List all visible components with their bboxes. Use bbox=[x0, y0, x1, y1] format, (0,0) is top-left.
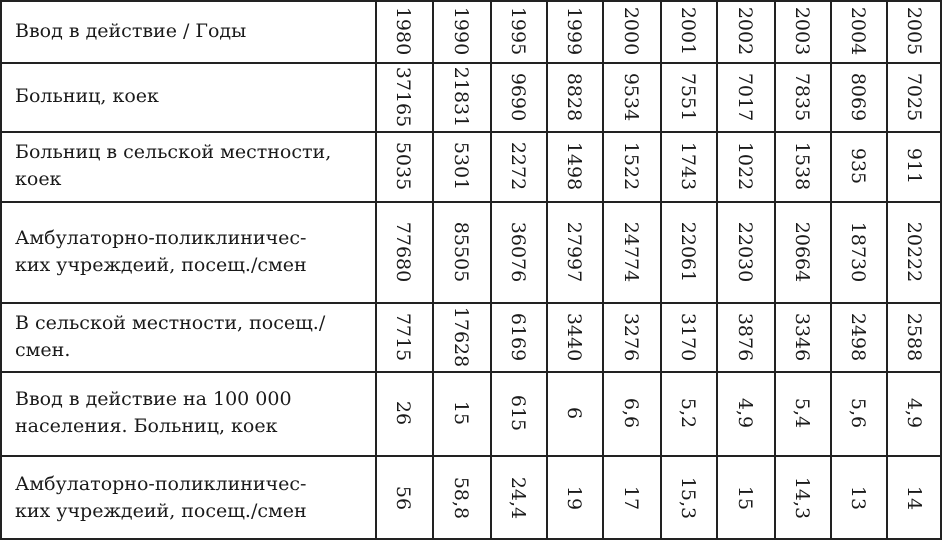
table-cell bbox=[432, 455, 490, 540]
year-header-2001 bbox=[660, 0, 716, 62]
table-cell bbox=[602, 455, 660, 540]
column-divider bbox=[716, 0, 718, 540]
table-cell bbox=[886, 371, 942, 455]
cell-value: 27997 bbox=[563, 221, 586, 282]
cell-value: 3170 bbox=[676, 312, 699, 361]
cell-value: 9690 bbox=[506, 72, 529, 121]
cell-value: 4,9 bbox=[734, 397, 756, 429]
cell-value: 15 bbox=[734, 485, 756, 510]
cell-value: 21831 bbox=[450, 66, 473, 127]
year-label: 2004 bbox=[846, 6, 869, 56]
cell-value: 26 bbox=[392, 400, 415, 426]
table-cell bbox=[602, 201, 660, 302]
cell-value: 5301 bbox=[449, 141, 472, 191]
year-header-2005 bbox=[886, 0, 942, 62]
table-cell bbox=[774, 302, 830, 371]
cell-value: 3346 bbox=[790, 312, 813, 361]
cell-value: 7835 bbox=[790, 72, 813, 121]
cell-value: 2272 bbox=[506, 141, 529, 191]
table-cell bbox=[660, 62, 716, 131]
table-cell bbox=[602, 371, 660, 455]
cell-value: 17628 bbox=[450, 306, 473, 367]
table-cell bbox=[602, 62, 660, 131]
row-divider bbox=[0, 201, 942, 203]
table-cell bbox=[546, 302, 602, 371]
cell-value: 1498 bbox=[562, 141, 585, 191]
table-cell bbox=[490, 371, 546, 455]
table-cell bbox=[375, 131, 432, 201]
table-cell bbox=[774, 371, 830, 455]
cell-value: 19 bbox=[563, 485, 585, 510]
table-cell bbox=[716, 302, 774, 371]
table-cell bbox=[490, 62, 546, 131]
table-cell bbox=[716, 455, 774, 540]
row-divider bbox=[0, 0, 942, 2]
cell-value: 4,9 bbox=[903, 397, 925, 429]
cell-value: 56 bbox=[392, 485, 415, 510]
table-cell bbox=[490, 302, 546, 371]
cell-value: 7017 bbox=[733, 72, 756, 121]
table-cell bbox=[602, 302, 660, 371]
table-cell bbox=[830, 62, 886, 131]
row-label: Больниц, коек bbox=[15, 85, 159, 107]
column-divider bbox=[432, 0, 434, 540]
cell-value: 935 bbox=[846, 147, 869, 185]
table-cell bbox=[774, 62, 830, 131]
year-label: 1995 bbox=[506, 6, 529, 56]
table-cell bbox=[546, 131, 602, 201]
cell-value: 1743 bbox=[676, 141, 699, 191]
cell-value: 14 bbox=[903, 485, 925, 510]
cell-value: 58,8 bbox=[450, 476, 472, 519]
column-divider bbox=[774, 0, 776, 540]
cell-value: 14,3 bbox=[791, 476, 813, 519]
cell-value: 15 bbox=[450, 400, 472, 426]
table-cell bbox=[660, 302, 716, 371]
row-divider bbox=[0, 455, 942, 457]
table-cell bbox=[432, 62, 490, 131]
table-cell bbox=[375, 302, 432, 371]
year-label: 2003 bbox=[790, 6, 813, 56]
table-cell bbox=[490, 131, 546, 201]
year-header-2003 bbox=[774, 0, 830, 62]
year-header-2000 bbox=[602, 0, 660, 62]
table-cell bbox=[432, 302, 490, 371]
cell-value: 2498 bbox=[846, 312, 869, 361]
table-cell bbox=[490, 201, 546, 302]
table-cell bbox=[546, 455, 602, 540]
table-cell bbox=[716, 62, 774, 131]
table-cell bbox=[490, 455, 546, 540]
table-cell bbox=[830, 201, 886, 302]
cell-value: 7715 bbox=[392, 312, 415, 361]
year-header-1999 bbox=[546, 0, 602, 62]
cell-value: 1522 bbox=[619, 141, 642, 191]
table-cell bbox=[432, 201, 490, 302]
table-cell bbox=[716, 371, 774, 455]
row-label: Амбулаторно-поликлиничес- ких учреждеий, посещ./смен bbox=[15, 472, 307, 522]
table-cell bbox=[716, 131, 774, 201]
column-divider bbox=[886, 0, 888, 540]
year-label: 2002 bbox=[733, 6, 756, 56]
table-cell bbox=[830, 131, 886, 201]
column-divider bbox=[490, 0, 492, 540]
year-label: 1980 bbox=[392, 6, 415, 56]
table-cell bbox=[886, 201, 942, 302]
cell-value: 7551 bbox=[676, 72, 699, 121]
cell-value: 6169 bbox=[506, 312, 529, 361]
row-label: Амбулаторно-поликлиничес- ких учреждеий, посещ./смен bbox=[15, 226, 307, 276]
cell-value: 20664 bbox=[791, 221, 814, 282]
cell-value: 22030 bbox=[734, 221, 757, 282]
cell-value: 22061 bbox=[677, 221, 700, 282]
table-cell bbox=[886, 62, 942, 131]
cell-value: 77680 bbox=[392, 221, 415, 282]
cell-value: 24774 bbox=[620, 221, 643, 282]
table-cell bbox=[432, 131, 490, 201]
table-cell bbox=[886, 455, 942, 540]
column-divider bbox=[0, 0, 2, 540]
cell-value: 85505 bbox=[450, 221, 473, 282]
table-cell bbox=[830, 371, 886, 455]
cell-value: 2588 bbox=[902, 312, 925, 361]
table-cell bbox=[830, 455, 886, 540]
cell-value: 36076 bbox=[507, 221, 530, 282]
year-header-1990 bbox=[432, 0, 490, 62]
row-label: Ввод в действие на 100 000 населения. Больниц, коек bbox=[15, 388, 292, 437]
cell-value: 20222 bbox=[903, 221, 926, 282]
cell-value: 615 bbox=[506, 394, 529, 432]
cell-value: 1538 bbox=[790, 141, 813, 191]
row-divider bbox=[0, 62, 942, 64]
table-cell bbox=[546, 62, 602, 131]
cell-value: 5035 bbox=[392, 141, 415, 191]
column-divider bbox=[830, 0, 832, 540]
table-cell bbox=[546, 201, 602, 302]
table-cell bbox=[886, 131, 942, 201]
cell-value: 1022 bbox=[733, 141, 756, 191]
table-cell bbox=[774, 201, 830, 302]
year-label: 2001 bbox=[676, 6, 699, 56]
header-label: Ввод в действие / Годы bbox=[15, 19, 247, 42]
row-divider bbox=[0, 302, 942, 304]
cell-value: 5,4 bbox=[791, 397, 813, 429]
table-cell bbox=[546, 371, 602, 455]
cell-value: 8828 bbox=[562, 72, 585, 121]
table-cell bbox=[375, 455, 432, 540]
cell-value: 6,6 bbox=[620, 397, 642, 429]
table-cell bbox=[774, 131, 830, 201]
cell-value: 5,6 bbox=[847, 397, 869, 429]
cell-value: 5,2 bbox=[677, 397, 699, 429]
cell-value: 911 bbox=[902, 147, 925, 185]
column-divider bbox=[546, 0, 548, 540]
table-cell bbox=[432, 371, 490, 455]
year-label: 1990 bbox=[449, 6, 472, 56]
table-cell bbox=[716, 201, 774, 302]
cell-value: 24,4 bbox=[507, 476, 529, 519]
column-divider bbox=[602, 0, 604, 540]
row-divider bbox=[0, 131, 942, 133]
table-cell bbox=[660, 131, 716, 201]
table-cell bbox=[375, 371, 432, 455]
row-label: Больниц в сельской местности, коек bbox=[15, 141, 332, 190]
cell-value: 7025 bbox=[902, 72, 925, 121]
table-cell bbox=[830, 302, 886, 371]
year-label: 1999 bbox=[562, 6, 585, 56]
cell-value: 9534 bbox=[619, 72, 642, 121]
cell-value: 3276 bbox=[619, 312, 642, 361]
row-label: В сельской местности, посещ./ смен. bbox=[15, 311, 326, 361]
year-header-1995 bbox=[490, 0, 546, 62]
table-cell bbox=[375, 201, 432, 302]
cell-value: 17 bbox=[620, 485, 642, 510]
column-divider bbox=[660, 0, 662, 540]
row-divider bbox=[0, 371, 942, 373]
year-header-2004 bbox=[830, 0, 886, 62]
table-cell bbox=[660, 371, 716, 455]
table-cell bbox=[375, 62, 432, 131]
cell-value: 3876 bbox=[733, 312, 756, 361]
year-header-1980 bbox=[375, 0, 432, 62]
table-cell bbox=[886, 302, 942, 371]
cell-value: 8069 bbox=[846, 72, 869, 121]
table-cell bbox=[774, 455, 830, 540]
cell-value: 18730 bbox=[847, 221, 870, 282]
year-label: 2000 bbox=[619, 6, 642, 56]
table-cell bbox=[602, 131, 660, 201]
cell-value: 15,3 bbox=[677, 476, 699, 519]
cell-value: 37165 bbox=[392, 66, 415, 127]
table-cell bbox=[660, 201, 716, 302]
year-label: 2005 bbox=[902, 6, 925, 56]
column-divider bbox=[375, 0, 377, 540]
cell-value: 13 bbox=[847, 485, 869, 510]
year-header-2002 bbox=[716, 0, 774, 62]
cell-value: 6 bbox=[563, 406, 585, 420]
table-cell bbox=[660, 455, 716, 540]
cell-value: 3440 bbox=[562, 312, 585, 361]
